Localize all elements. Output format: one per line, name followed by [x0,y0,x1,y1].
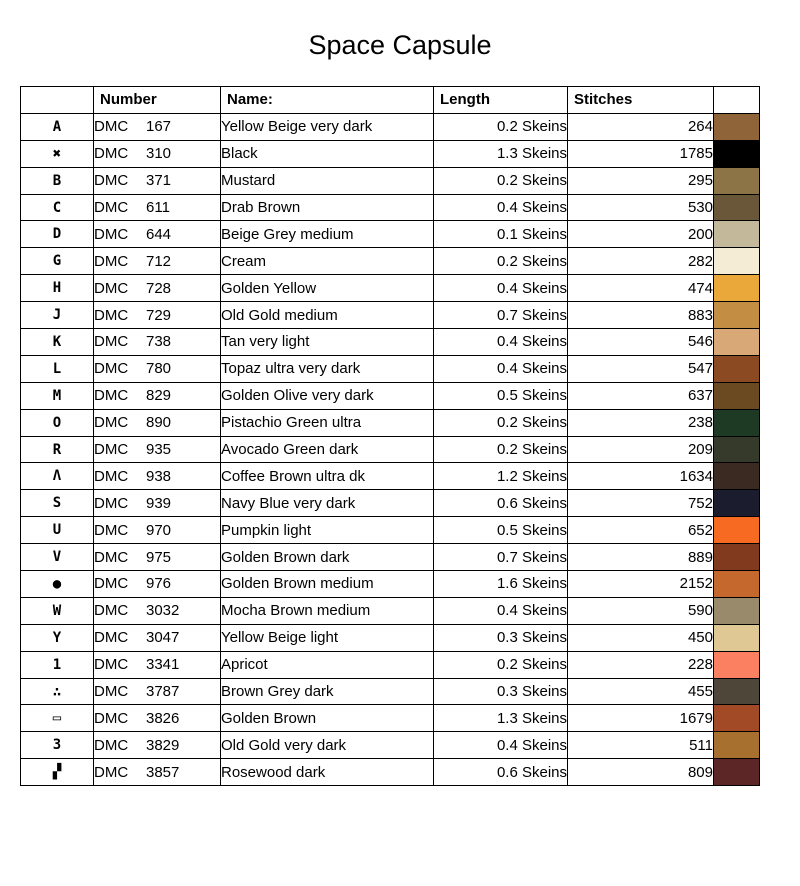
stitches-cell: 590 [568,597,714,624]
number-cell [94,463,221,490]
floss-code: 712 [146,252,172,270]
table-row [21,436,760,463]
floss-code: 611 [146,199,170,216]
color-swatch [714,759,759,785]
brand-label: DMC [94,602,129,620]
symbol-cell: M [21,382,94,409]
number-cell [94,329,221,356]
table-row [21,355,760,382]
length-cell: 0.5 Skeins [434,382,568,409]
header-row [21,87,760,114]
color-swatch-cell [714,759,760,786]
symbol-cell: A [21,113,94,140]
floss-code: 970 [146,521,172,539]
symbol-cell: O [21,409,94,436]
brand-label: DMC [94,575,129,593]
color-swatch-cell [714,544,760,571]
number-cell [94,732,221,759]
length-cell: 0.5 Skeins [434,517,568,544]
color-swatch [714,356,759,382]
color-swatch [714,705,759,731]
stitches-cell: 455 [568,678,714,705]
color-swatch-cell [714,463,760,490]
number-cell [94,597,221,624]
number-cell [94,167,221,194]
stitches-cell: 1634 [568,463,714,490]
color-swatch [714,732,759,758]
header-color [714,87,760,114]
number-cell [94,651,221,678]
floss-code: 3047 [146,629,180,647]
length-cell: 0.2 Skeins [434,248,568,275]
color-swatch-cell [714,355,760,382]
floss-code: 3826 [146,709,180,727]
symbol-cell: D [21,221,94,248]
table-row [21,194,760,221]
color-swatch [714,571,759,597]
length-cell: 1.2 Skeins [434,463,568,490]
color-swatch [714,195,759,221]
table-row [21,275,760,302]
stitches-cell: 889 [568,544,714,571]
color-swatch [714,383,759,409]
table-row [21,759,760,786]
stitches-cell: 511 [568,732,714,759]
symbol-cell: G [21,248,94,275]
stitches-cell: 809 [568,759,714,786]
color-swatch [714,544,759,570]
table-row [21,517,760,544]
floss-code: 938 [146,467,172,485]
color-swatch-cell [714,248,760,275]
brand-label: DMC [94,494,129,512]
floss-code: 310 [146,145,172,163]
floss-legend-table [20,86,760,786]
color-swatch [714,275,759,301]
stitches-cell: 883 [568,302,714,329]
stitches-cell: 1679 [568,705,714,732]
symbol-cell: ▭ [21,705,94,732]
name-cell: Coffee Brown ultra dk [221,463,434,490]
name-cell: Beige Grey medium [221,221,434,248]
name-cell: Apricot [221,651,434,678]
number-cell [94,113,221,140]
floss-code: 167 [146,118,172,136]
brand-label: DMC [94,172,129,190]
number-cell [94,194,221,221]
stitches-cell: 228 [568,651,714,678]
symbol-cell: S [21,490,94,517]
color-swatch-cell [714,382,760,409]
number-cell [94,409,221,436]
floss-code: 975 [146,548,172,566]
brand-label: DMC [94,252,129,270]
color-swatch-cell [714,732,760,759]
header-stitches: Stitches [568,87,714,114]
table-row [21,732,760,759]
symbol-cell: L [21,355,94,382]
number-cell [94,571,221,598]
stitches-cell: 282 [568,248,714,275]
length-cell: 0.4 Skeins [434,597,568,624]
floss-code: 729 [146,306,172,324]
symbol-cell: K [21,329,94,356]
length-cell: 0.3 Skeins [434,624,568,651]
length-cell: 1.6 Skeins [434,571,568,598]
floss-code: 890 [146,414,172,432]
floss-code: 939 [146,494,172,512]
color-swatch-cell [714,409,760,436]
brand-label: DMC [94,629,129,647]
color-swatch [714,625,759,651]
symbol-cell: V [21,544,94,571]
symbol-cell: W [21,597,94,624]
name-cell: Navy Blue very dark [221,490,434,517]
symbol-cell: U [21,517,94,544]
stitches-cell: 752 [568,490,714,517]
number-cell [94,490,221,517]
brand-label: DMC [94,118,129,136]
color-swatch [714,517,759,543]
table-row [21,571,760,598]
table-row [21,248,760,275]
color-swatch-cell [714,571,760,598]
symbol-cell: R [21,436,94,463]
floss-code: 780 [146,360,172,378]
number-cell [94,544,221,571]
length-cell: 0.1 Skeins [434,221,568,248]
name-cell: Topaz ultra very dark [221,355,434,382]
floss-code: 644 [146,225,172,243]
header-length: Length [434,87,568,114]
color-swatch [714,463,759,489]
name-cell: Yellow Beige very dark [221,113,434,140]
table-row [21,140,760,167]
stitches-cell: 546 [568,329,714,356]
table-row [21,113,760,140]
stitches-cell: 200 [568,221,714,248]
name-cell: Tan very light [221,329,434,356]
brand-label: DMC [94,387,129,405]
floss-code: 3787 [146,683,180,701]
brand-label: DMC [94,467,129,485]
color-swatch-cell [714,651,760,678]
brand-label: DMC [94,414,129,432]
length-cell: 0.7 Skeins [434,544,568,571]
brand-label: DMC [94,709,129,727]
table-row [21,382,760,409]
color-swatch [714,679,759,705]
color-swatch [714,114,759,140]
number-cell [94,705,221,732]
length-cell: 0.4 Skeins [434,355,568,382]
name-cell: Old Gold medium [221,302,434,329]
name-cell: Old Gold very dark [221,732,434,759]
length-cell: 0.2 Skeins [434,409,568,436]
name-cell: Mustard [221,167,434,194]
color-swatch-cell [714,221,760,248]
header-name: Name: [221,87,434,114]
stitches-cell: 474 [568,275,714,302]
length-cell: 0.2 Skeins [434,651,568,678]
brand-label: DMC [94,279,129,297]
color-swatch [714,652,759,678]
name-cell: Mocha Brown medium [221,597,434,624]
length-cell: 1.3 Skeins [434,140,568,167]
brand-label: DMC [94,656,129,674]
table-row [21,544,760,571]
color-swatch-cell [714,113,760,140]
length-cell: 0.4 Skeins [434,194,568,221]
floss-code: 371 [146,172,172,190]
brand-label: DMC [94,441,129,459]
number-cell [94,624,221,651]
number-cell [94,382,221,409]
brand-label: DMC [94,145,129,163]
number-cell [94,517,221,544]
table-row [21,463,760,490]
color-swatch [714,141,759,167]
name-cell: Golden Brown dark [221,544,434,571]
brand-label: DMC [94,225,129,243]
color-swatch-cell [714,302,760,329]
color-swatch-cell [714,490,760,517]
number-cell [94,355,221,382]
name-cell: Yellow Beige light [221,624,434,651]
length-cell: 0.7 Skeins [434,302,568,329]
name-cell: Black [221,140,434,167]
brand-label: DMC [94,683,129,701]
name-cell: Avocado Green dark [221,436,434,463]
number-cell [94,275,221,302]
symbol-cell: H [21,275,94,302]
length-cell: 0.2 Skeins [434,167,568,194]
table-row [21,705,760,732]
floss-code: 728 [146,279,172,297]
number-cell [94,678,221,705]
table-row [21,678,760,705]
number-cell [94,221,221,248]
floss-code: 738 [146,333,172,351]
color-swatch-cell [714,436,760,463]
page-title: Space Capsule [308,30,492,60]
length-cell: 0.4 Skeins [434,275,568,302]
color-swatch-cell [714,275,760,302]
color-swatch-cell [714,517,760,544]
length-cell: 0.2 Skeins [434,436,568,463]
length-cell: 0.2 Skeins [434,113,568,140]
symbol-cell: Y [21,624,94,651]
color-swatch [714,248,759,274]
stitches-cell: 209 [568,436,714,463]
color-swatch-cell [714,140,760,167]
name-cell: Cream [221,248,434,275]
symbol-cell: Λ [21,463,94,490]
table-row [21,221,760,248]
brand-label: DMC [94,199,129,216]
name-cell: Pumpkin light [221,517,434,544]
stitches-cell: 450 [568,624,714,651]
name-cell: Brown Grey dark [221,678,434,705]
stitches-cell: 2152 [568,571,714,598]
stitches-cell: 295 [568,167,714,194]
color-swatch-cell [714,329,760,356]
brand-label: DMC [94,333,129,351]
color-swatch-cell [714,705,760,732]
color-swatch [714,168,759,194]
number-cell [94,759,221,786]
symbol-cell: J [21,302,94,329]
color-swatch-cell [714,167,760,194]
header-number: Number [94,87,221,114]
stitches-cell: 652 [568,517,714,544]
table-row [21,329,760,356]
length-cell: 0.4 Skeins [434,732,568,759]
name-cell: Rosewood dark [221,759,434,786]
floss-code: 3032 [146,602,180,620]
stitches-cell: 530 [568,194,714,221]
name-cell: Golden Brown medium [221,571,434,598]
table-row [21,624,760,651]
floss-code: 3829 [146,736,180,754]
color-swatch-cell [714,597,760,624]
symbol-cell: ∴ [21,678,94,705]
number-cell [94,436,221,463]
symbol-cell: ✖ [21,140,94,167]
color-swatch [714,302,759,328]
stitches-cell: 637 [568,382,714,409]
name-cell: Pistachio Green ultra [221,409,434,436]
floss-code: 976 [146,575,172,593]
color-swatch [714,221,759,247]
stitches-cell: 1785 [568,140,714,167]
color-swatch [714,410,759,436]
table-row [21,597,760,624]
symbol-cell: B [21,167,94,194]
symbol-cell: C [21,194,94,221]
floss-code: 935 [146,441,172,459]
length-cell: 1.3 Skeins [434,705,568,732]
floss-code: 3341 [146,656,180,674]
stitches-cell: 238 [568,409,714,436]
brand-label: DMC [94,521,129,539]
header-symbol [21,87,94,114]
symbol-cell: ● [21,571,94,598]
stitches-cell: 264 [568,113,714,140]
color-swatch [714,437,759,463]
name-cell: Drab Brown [221,194,434,221]
number-cell [94,302,221,329]
name-cell: Golden Brown [221,705,434,732]
number-cell [94,248,221,275]
color-swatch-cell [714,194,760,221]
color-swatch [714,329,759,355]
symbol-cell: ▞ [21,759,94,786]
color-swatch [714,598,759,624]
color-swatch-cell [714,678,760,705]
brand-label: DMC [94,360,129,378]
brand-label: DMC [94,763,129,781]
color-swatch-cell [714,624,760,651]
stitches-cell: 547 [568,355,714,382]
legend-body [21,113,760,785]
table-row [21,490,760,517]
brand-label: DMC [94,548,129,566]
floss-code: 829 [146,387,172,405]
brand-label: DMC [94,736,129,754]
table-row [21,167,760,194]
brand-label: DMC [94,306,129,324]
number-cell [94,140,221,167]
table-row [21,409,760,436]
length-cell: 0.6 Skeins [434,490,568,517]
name-cell: Golden Yellow [221,275,434,302]
name-cell: Golden Olive very dark [221,382,434,409]
length-cell: 0.3 Skeins [434,678,568,705]
length-cell: 0.6 Skeins [434,759,568,786]
length-cell: 0.4 Skeins [434,329,568,356]
table-row [21,302,760,329]
symbol-cell: 1 [21,651,94,678]
symbol-cell: 3 [21,732,94,759]
table-row [21,651,760,678]
color-swatch [714,490,759,516]
floss-code: 3857 [146,763,180,781]
